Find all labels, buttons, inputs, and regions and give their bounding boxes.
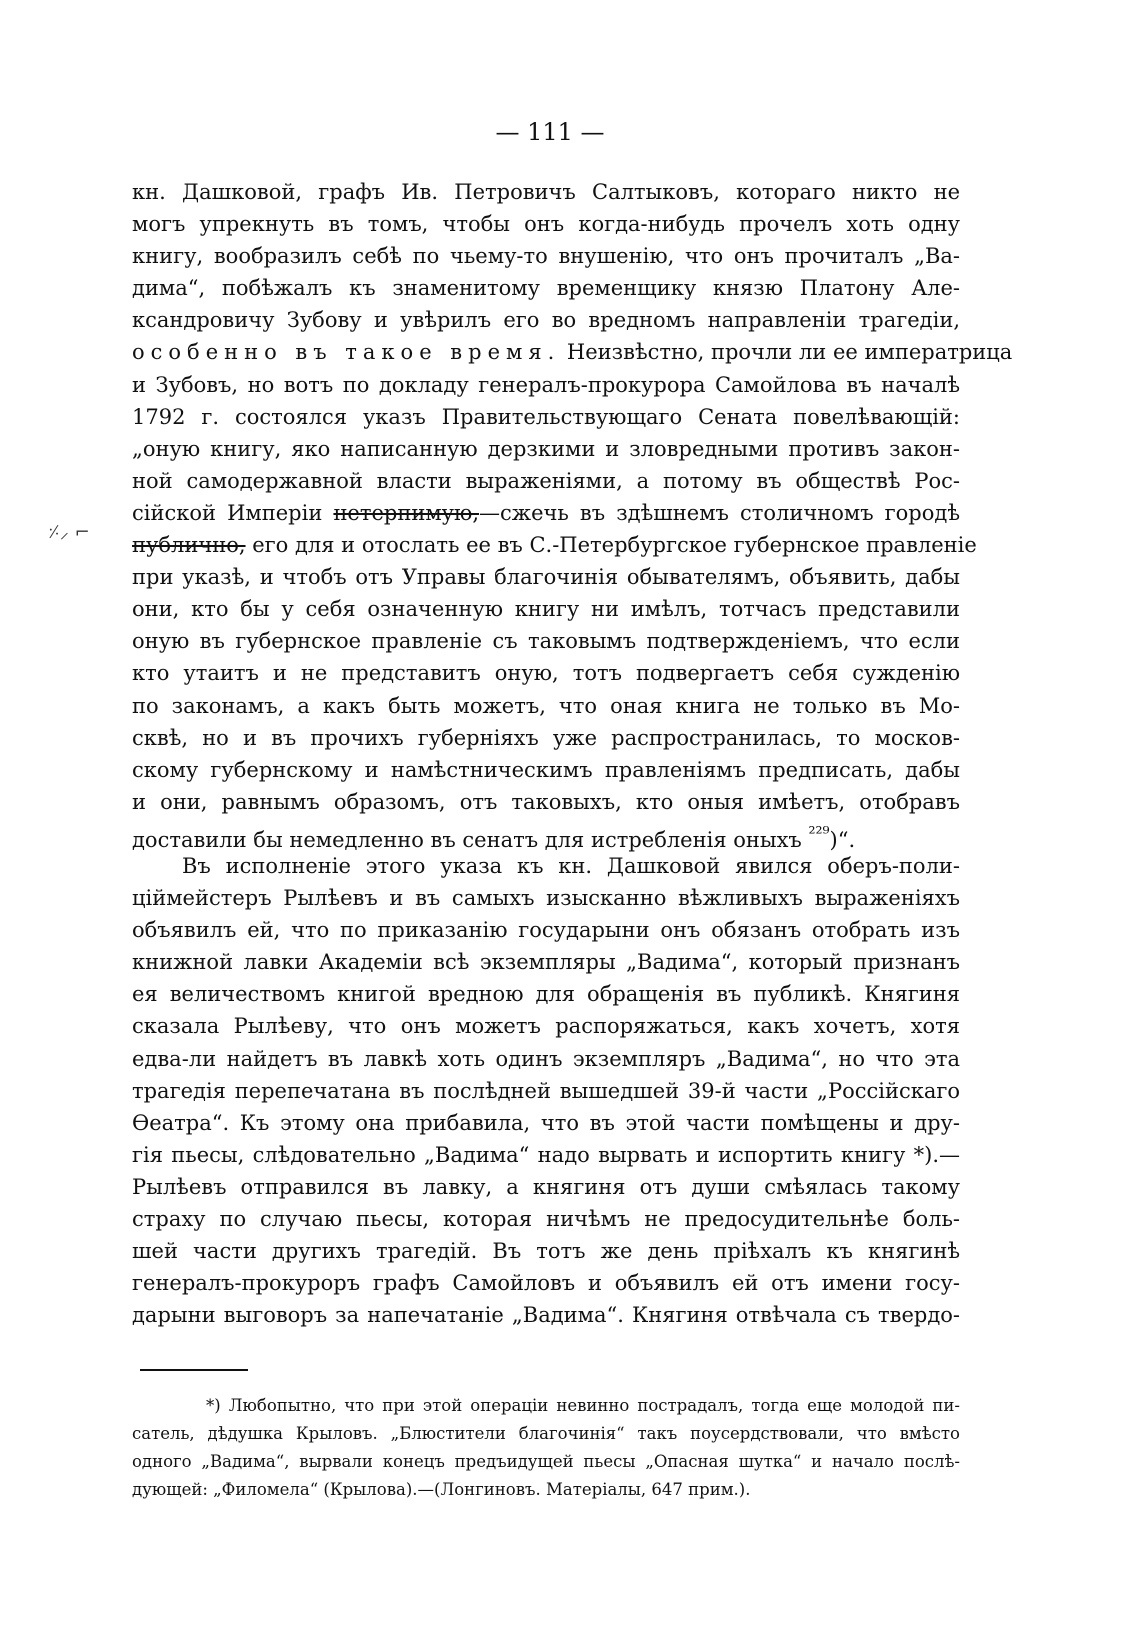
text-fragment: его для и отослать ее въ С.-Петербургское губернское правленіе [245, 533, 977, 558]
footnote-reference: ²²⁹ [808, 823, 830, 844]
text-line: генералъ-прокуроръ графъ Самойловъ и объявилъ ей отъ имени госу- [132, 1271, 960, 1296]
text-line: кн. Дашковой, графъ Ив. Петровичъ Салтыковъ, котораго никто не [132, 180, 960, 204]
text-fragment: сійской Имперіи [132, 500, 334, 525]
text-line: скому губернскому и намѣстническимъ правленіямъ предписать, дабы [132, 757, 960, 782]
text-line: Рылѣевъ отправился въ лавку, а княгиня отъ души смѣялась такому [132, 1174, 960, 1199]
text-line: шей части другихъ трагедій. Въ тотъ же день пріѣхалъ къ княгинѣ [132, 1239, 960, 1264]
struck-word: публично, [132, 533, 246, 558]
struck-word: нетерпимую, [333, 500, 479, 525]
main-text [132, 176, 1013, 1331]
text-line [132, 497, 960, 529]
text-line: объявилъ ей, что по приказанію государыни онъ обязанъ отобрать изъ [132, 918, 960, 943]
text-line: ея величествомъ книгой вредною для обращенія въ публикѣ. Княгиня [132, 982, 960, 1007]
footnote-divider [140, 1369, 248, 1371]
text-line [132, 529, 977, 561]
text-line: и Зубовъ, но вотъ по докладу генералъ-прокурора Самойлова въ началѣ [132, 372, 960, 397]
page-number: — 111 — [495, 118, 605, 146]
text-line: кто утаитъ и не представитъ оную, тотъ подвергаетъ себя сужденію [132, 661, 960, 686]
text-line [132, 818, 960, 850]
text-line: 1792 г. состоялся указъ Правительствующаго Сената повелѣвающій: [132, 404, 960, 429]
text-line: страху по случаю пьесы, которая ничѣмъ не предосудительнѣе боль- [132, 1207, 960, 1231]
text-line: книгу, вообразилъ себѣ по чьему-то внушенію, что онъ прочиталъ „Ва- [132, 244, 960, 269]
footnote-line: дующей: „Филомела“ (Крылова).—(Лонгиновъ. Матеріалы, 647 прим.). [132, 1480, 751, 1499]
text-line: „оную книгу, яко написанную дерзкими и зловредными противъ закон- [132, 436, 960, 461]
text-line: Въ исполненіе этого указа къ кн. Дашковой явился оберъ-поли- [182, 853, 960, 878]
text-line: они, кто бы у себя означенную книгу ни имѣлъ, тотчасъ представили [132, 597, 960, 622]
text-fragment: )“. [829, 827, 856, 852]
text-line: едва-ли найдетъ въ лавкѣ хоть одинъ экземпляръ „Вадима“, но что эта [132, 1046, 960, 1071]
footnote-line: сатель, дѣдушка Крыловъ. „Блюстители благочинія“ такъ поусердствовали, что вмѣсто [132, 1424, 960, 1443]
text-line: при указѣ, и чтобъ отъ Управы благочинія обывателямъ, объявить, дабы [132, 565, 960, 590]
text-line: ціймейстеръ Рылѣевъ и въ самыхъ изысканно вѣжливыхъ выраженіяхъ [132, 886, 960, 911]
margin-annotation: ⸓⸝ ⌐ [48, 522, 90, 543]
footnote-line: одного „Вадима“, вырвали конецъ предъидущей пьесы „Опасная шутка“ и начало послѣ- [132, 1452, 960, 1471]
text-line: и они, равнымъ образомъ, отъ таковыхъ, кто оныя имѣетъ, отобравъ [132, 789, 960, 814]
footnote-line: *) Любопытно, что при этой операціи невинно пострадалъ, тогда еще молодой пи- [206, 1396, 960, 1415]
spaced-emphasis: особенно въ такое время. [132, 340, 561, 365]
text-line: трагедія перепечатана въ послѣдней вышедшей 39-й части „Россійскаго [132, 1078, 960, 1103]
text-line: по законамъ, а какъ быть можетъ, что оная книга не только въ Мо- [132, 693, 960, 718]
text-line: книжной лавки Академіи всѣ экземпляры „Вадима“, который признанъ [132, 950, 960, 975]
footnotes [132, 1392, 960, 1504]
text-line: оную въ губернское правленіе съ таковымъ подтвержденіемъ, что если [132, 629, 960, 654]
text-line [132, 336, 1013, 368]
text-line: сказала Рылѣеву, что онъ можетъ распоряжаться, какъ хочетъ, хотя [132, 1014, 960, 1039]
text-line: могъ упрекнуть въ томъ, чтобы онъ когда-нибудь прочелъ хоть одну [132, 212, 960, 237]
text-line: ксандровичу Зубову и увѣрилъ его во вредномъ направленіи трагедіи, [132, 308, 960, 333]
text-line: дарыни выговоръ за напечатаніе „Вадима“. Княгиня отвѣчала съ твердо- [132, 1303, 960, 1328]
text-line: дима“, побѣжалъ къ знаменитому временщику князю Платону Але- [132, 276, 960, 301]
text-fragment: доставили бы немедленно въ сенатъ для истребленія оныхъ [132, 827, 809, 852]
text-line: ной самодержавной власти выраженіями, а потому въ обществѣ Рос- [132, 468, 960, 493]
text-fragment: Неизвѣстно, прочли ли ее императрица [560, 340, 1013, 365]
text-line: гія пьесы, слѣдовательно „Вадима“ надо вырвать и испортить книгу *).— [132, 1142, 960, 1167]
text-fragment: —сжечь въ здѣшнемъ столичномъ городѣ [479, 500, 960, 525]
text-line: сквѣ, но и въ прочихъ губерніяхъ уже распространилась, то москов- [132, 725, 960, 750]
text-line: Ѳеатра“. Къ этому она прибавила, что въ этой части помѣщены и дру- [132, 1110, 960, 1135]
